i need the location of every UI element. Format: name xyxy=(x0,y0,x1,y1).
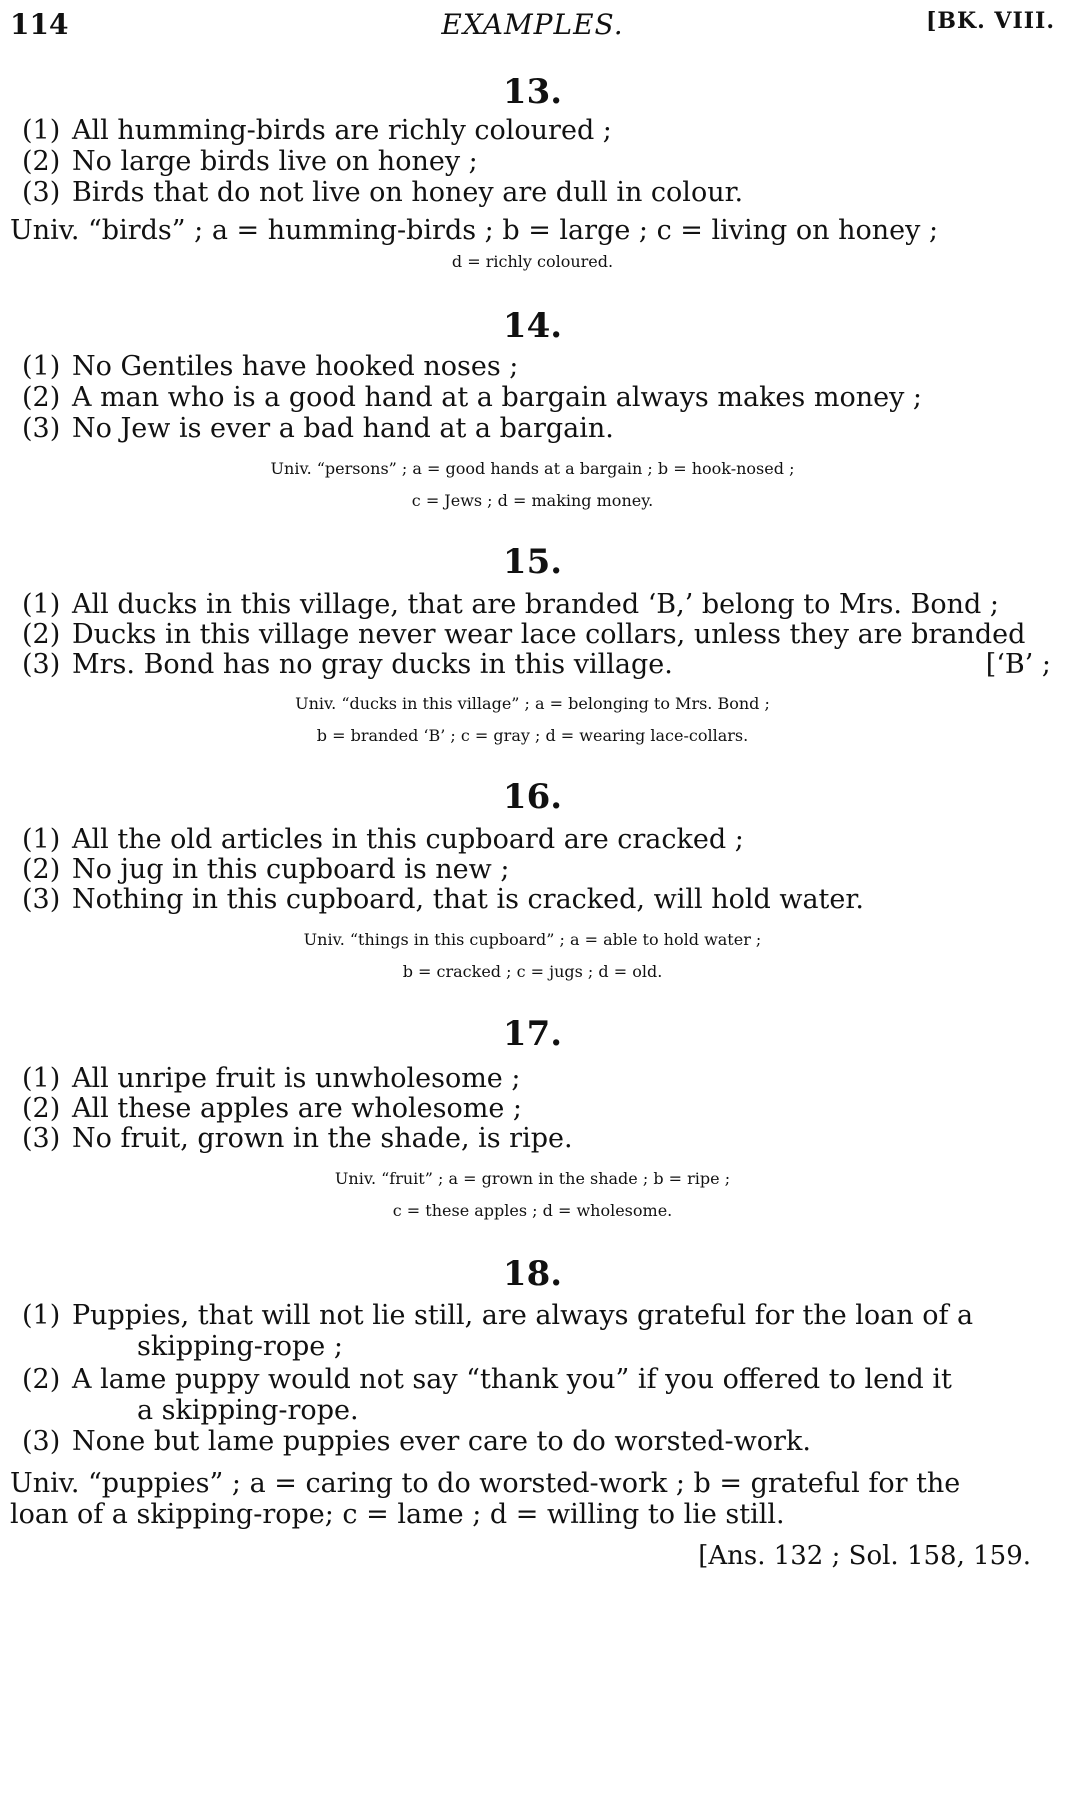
premiss-label: (3) xyxy=(22,1123,61,1154)
example-number: 17. xyxy=(502,1014,563,1054)
premiss xyxy=(22,1362,1051,1397)
premiss-text: Ducks in this village never wear lace collars, unless they are branded xyxy=(72,619,1026,650)
premiss-text: All ducks in this village, that are branded ‘B,’ belong to Mrs. Bond ; xyxy=(72,589,999,620)
example-number: 16. xyxy=(502,777,563,817)
premiss-text: All humming-birds are richly coloured ; xyxy=(72,115,612,146)
premiss xyxy=(22,1121,1051,1156)
universe-line: loan of a skipping-rope; c = lame ; d = willing to lie still. xyxy=(10,1499,785,1530)
premiss-label: (2) xyxy=(22,146,61,177)
premiss-label: (3) xyxy=(22,1426,61,1457)
premiss-label: (2) xyxy=(22,1093,61,1124)
universe-line: Univ. “persons” ; a = good hands at a bargain ; b = hook-nosed ; xyxy=(270,459,795,478)
premiss-continuation: a skipping-rope. xyxy=(137,1395,359,1426)
example-number: 14. xyxy=(502,306,563,346)
premiss-label: (3) xyxy=(22,413,61,444)
universe-line: Univ. “birds” ; a = humming-birds ; b = large ; c = living on honey ; xyxy=(10,215,939,246)
premiss-label: (3) xyxy=(22,884,61,915)
universe-line: Univ. “ducks in this village” ; a = belonging to Mrs. Bond ; xyxy=(295,694,770,713)
universe-line: d = richly coloured. xyxy=(451,252,614,271)
premiss xyxy=(22,175,1051,210)
universe-line: b = cracked ; c = jugs ; d = old. xyxy=(402,962,663,981)
premiss xyxy=(22,144,1051,179)
premiss-text: No Gentiles have hooked noses ; xyxy=(72,351,519,382)
universe-line: c = these apples ; d = wholesome. xyxy=(392,1201,673,1220)
premiss xyxy=(22,411,1051,446)
premiss-text: Mrs. Bond has no gray ducks in this village. xyxy=(72,649,673,680)
universe-line: Univ. “things in this cupboard” ; a = able to hold water ; xyxy=(303,930,762,949)
premiss xyxy=(22,1298,1051,1333)
premiss-text: Birds that do not live on honey are dull in colour. xyxy=(72,177,744,208)
premiss-text: No fruit, grown in the shade, is ripe. xyxy=(72,1123,573,1154)
premiss-text: All unripe fruit is unwholesome ; xyxy=(72,1063,521,1094)
premiss-continuation: skipping-rope ; xyxy=(137,1331,343,1362)
page-number: 114 xyxy=(10,8,69,41)
premiss-label: (2) xyxy=(22,1364,61,1395)
premiss-text: No Jew is ever a bad hand at a bargain. xyxy=(72,413,614,444)
premiss-label: (2) xyxy=(22,382,61,413)
example-number: 13. xyxy=(502,72,563,112)
premiss-text: A man who is a good hand at a bargain always makes money ; xyxy=(72,382,922,413)
premiss-label: (3) xyxy=(22,649,61,680)
universe-line: Univ. “fruit” ; a = grown in the shade ; b = ripe ; xyxy=(334,1169,731,1188)
premiss-tail: [‘B’ ; xyxy=(985,649,1051,680)
premiss xyxy=(22,882,1051,917)
premiss xyxy=(22,647,1051,682)
running-header xyxy=(10,8,1055,48)
premiss-label: (1) xyxy=(22,115,61,146)
premiss-text: Nothing in this cupboard, that is cracked, will hold water. xyxy=(72,884,864,915)
premiss-text: All these apples are wholesome ; xyxy=(72,1093,523,1124)
premiss xyxy=(22,1424,1051,1459)
premiss-label: (3) xyxy=(22,177,61,208)
universe-line: Univ. “puppies” ; a = caring to do worsted-work ; b = grateful for the xyxy=(10,1468,961,1499)
premiss xyxy=(22,380,1051,415)
universe-line: b = branded ‘B’ ; c = gray ; d = wearing lace-collars. xyxy=(316,726,749,745)
premiss-text: Puppies, that will not lie still, are always grateful for the loan of a xyxy=(72,1300,974,1331)
running-title: EXAMPLES. xyxy=(441,8,624,41)
premiss-text: None but lame puppies ever care to do worsted-work. xyxy=(72,1426,811,1457)
premiss-text: No jug in this cupboard is new ; xyxy=(72,854,510,885)
premiss-text: No large birds live on honey ; xyxy=(72,146,478,177)
premiss-label: (2) xyxy=(22,854,61,885)
premiss-label: (1) xyxy=(22,589,61,620)
universe-line: c = Jews ; d = making money. xyxy=(411,491,654,510)
answer-reference: [Ans. 132 ; Sol. 158, 159. xyxy=(698,1541,1031,1571)
premiss-text: A lame puppy would not say “thank you” if you offered to lend it xyxy=(72,1364,952,1395)
premiss xyxy=(22,349,1051,384)
premiss-label: (1) xyxy=(22,351,61,382)
premiss-label: (1) xyxy=(22,824,61,855)
example-number: 18. xyxy=(502,1254,563,1294)
book-reference: [BK. VIII. xyxy=(925,8,1055,34)
premiss xyxy=(22,113,1051,148)
premiss-label: (2) xyxy=(22,619,61,650)
premiss-label: (1) xyxy=(22,1300,61,1331)
premiss-text: All the old articles in this cupboard are cracked ; xyxy=(72,824,744,855)
premiss-label: (1) xyxy=(22,1063,61,1094)
example-number: 15. xyxy=(502,542,563,582)
